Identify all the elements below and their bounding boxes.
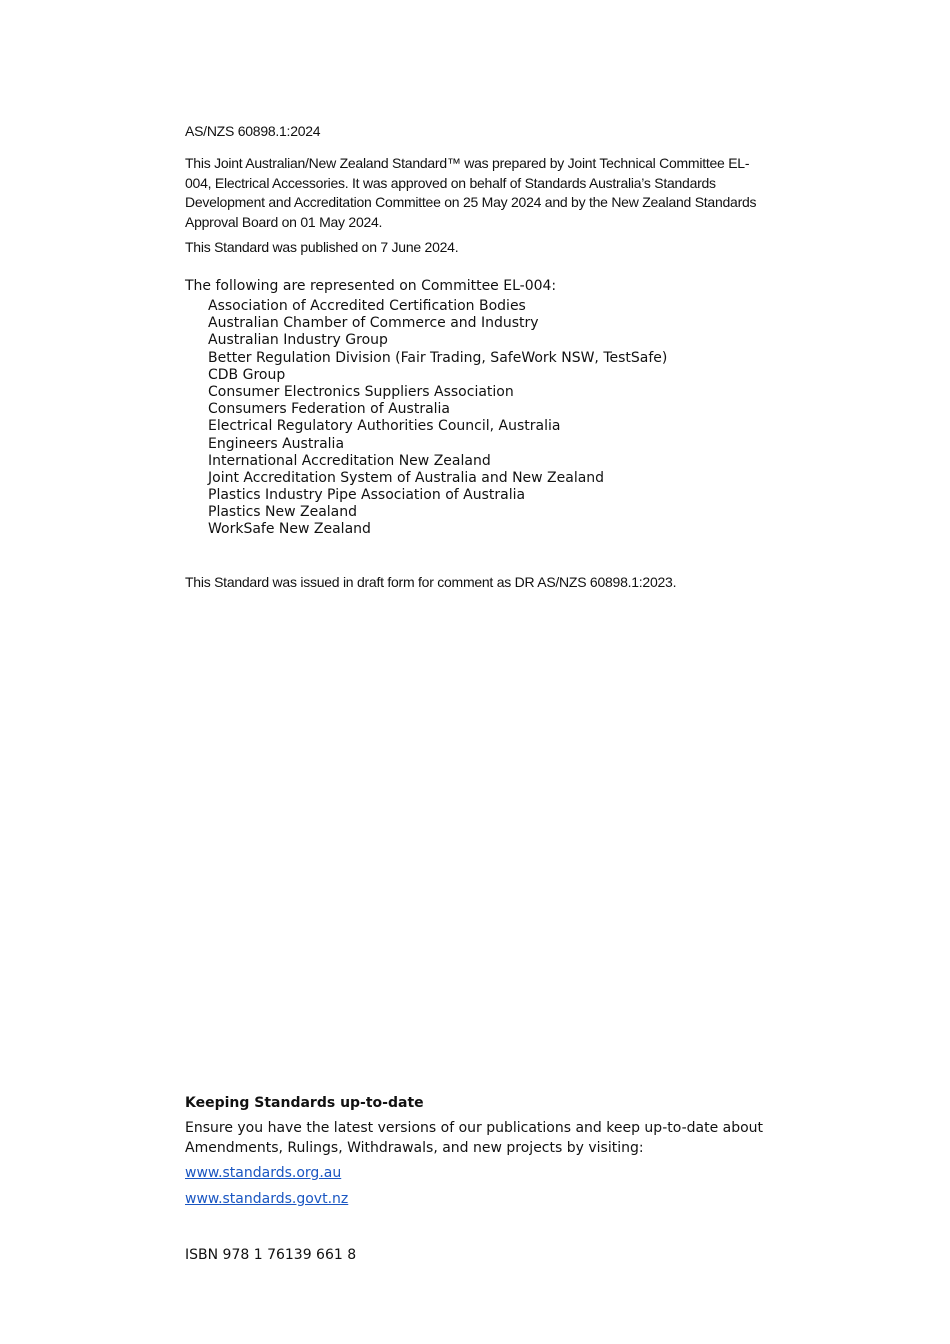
draft-note: This Standard was issued in draft form for comment as DR AS/NZS 60898.1:2023. xyxy=(185,574,677,590)
keeping-up-to-date-heading: Keeping Standards up-to-date xyxy=(185,1095,424,1111)
committee-member: Plastics New Zealand xyxy=(208,504,358,521)
isbn-number: ISBN 978 1 76139 661 8 xyxy=(185,1247,357,1263)
committee-intro: The following are represented on Committee EL-004: xyxy=(185,278,557,294)
committee-member: WorkSafe New Zealand xyxy=(208,521,371,538)
document-identifier: AS/NZS 60898.1:2024 xyxy=(185,123,321,139)
committee-member: Consumers Federation of Australia xyxy=(208,401,451,418)
committee-member: International Accreditation New Zealand xyxy=(208,452,491,469)
preparation-statement: This Joint Australian/New Zealand Standard™ was prepared by Joint Technical Committee EL-004, Electrical Accessories. It was approved on behalf of Standards Australia’s Standards Development and Accreditation Committee on 25 May 2024 and by the New Zealand Standards Approval Board on 01 May 2024. xyxy=(185,155,757,230)
committee-member: Australian Chamber of Commerce and Industry xyxy=(208,315,539,332)
committee-member: Plastics Industry Pipe Association of Australia xyxy=(208,487,526,504)
committee-member: CDB Group xyxy=(208,366,286,383)
committee-member: Electrical Regulatory Authorities Council, Australia xyxy=(208,418,561,435)
committee-member: Association of Accredited Certification Bodies xyxy=(208,298,526,314)
committee-member: Better Regulation Division (Fair Trading, SafeWork NSW, TestSafe) xyxy=(208,349,668,366)
publication-date-statement: This Standard was published on 7 June 2024. xyxy=(185,239,459,255)
committee-member: Australian Industry Group xyxy=(208,332,388,349)
keeping-up-to-date-body: Ensure you have the latest versions of our publications and keep up-to-date about Amendments, Rulings, Withdrawals, and new projects by visiting: xyxy=(185,1120,764,1156)
committee-member: Consumer Electronics Suppliers Association xyxy=(208,383,514,400)
standards-australia-link[interactable]: www.standards.org.au xyxy=(185,1165,342,1181)
committee-member: Engineers Australia xyxy=(208,435,345,452)
standards-new-zealand-link[interactable]: www.standards.govt.nz xyxy=(185,1191,349,1207)
committee-member-list xyxy=(208,298,667,539)
committee-member: Joint Accreditation System of Australia and New Zealand xyxy=(208,469,605,486)
